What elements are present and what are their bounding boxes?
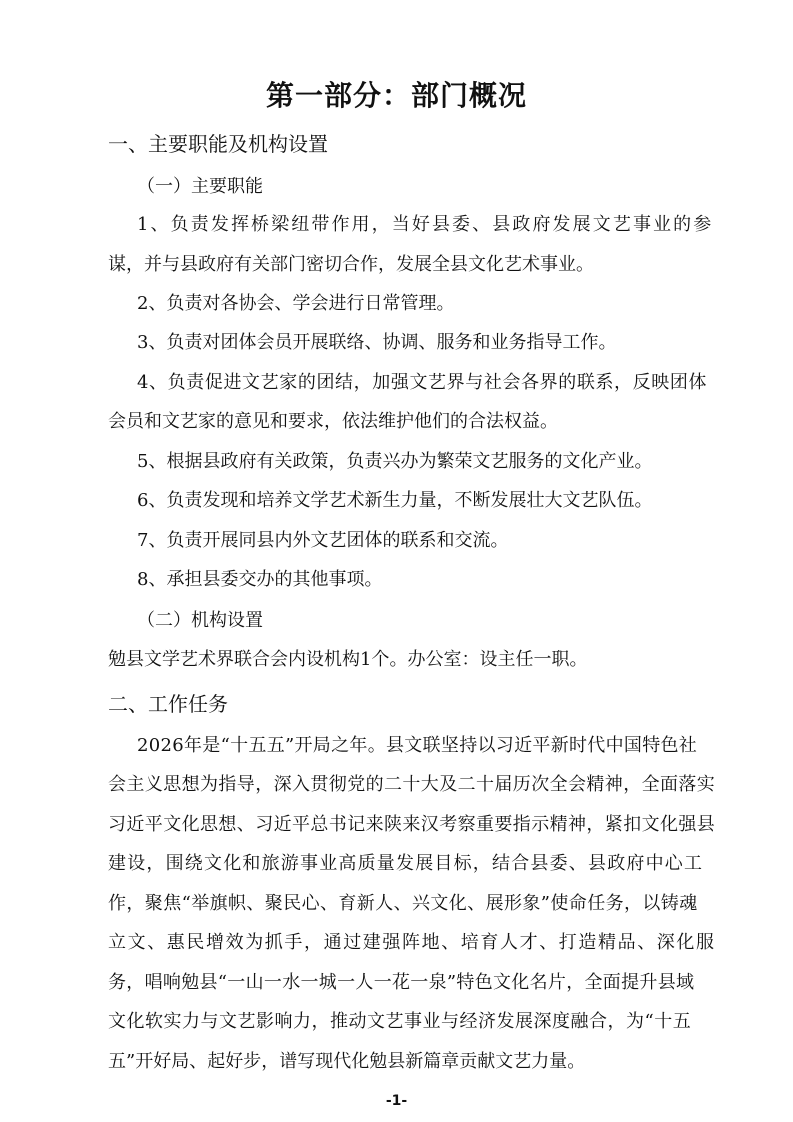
task-line-7: 务，唱响勉县“一山一水一城一人一花一泉”特色文化名片，全面提升县域 bbox=[108, 972, 695, 993]
task-line-3: 习近平文化思想、习近平总书记来陕来汉考察重要指示精神，紧扣文化强县 bbox=[108, 814, 716, 835]
task-line-1: 2026年是“十五五”开局之年。县文联坚持以习近平新时代中国特色社 bbox=[137, 735, 698, 756]
duty-item-3: 3、负责对团体会员开展联络、协调、服务和业务指导工作。 bbox=[137, 332, 617, 353]
page-title: 第一部分：部门概况 bbox=[265, 79, 527, 112]
task-line-4: 建设，围绕文化和旅游事业高质量发展目标，结合县委、县政府中心工 bbox=[108, 853, 704, 874]
duty-item-6: 6、负责发现和培养文学艺术新生力量，不断发展壮大文艺队伍。 bbox=[137, 490, 653, 511]
duty-item-1-line-1: 1、负责发挥桥梁纽带作用，当好县委、县政府发展文艺事业的参 bbox=[137, 214, 714, 235]
duty-item-4-line-2: 会员和文艺家的意见和要求，依法维护他们的合法权益。 bbox=[108, 411, 558, 432]
org-description: 勉县文学艺术界联合会内设机构1个。办公室：设主任一职。 bbox=[108, 649, 588, 670]
duty-item-8: 8、承担县委交办的其他事项。 bbox=[137, 569, 383, 590]
section-heading-2: 二、工作任务 bbox=[108, 692, 228, 716]
task-line-8: 文化软实力与文艺影响力，推动文艺事业与经济发展深度融合，为“十五 bbox=[108, 1011, 692, 1032]
task-line-9: 五”开好局、起好步，谱写现代化勉县新篇章贡献文艺力量。 bbox=[108, 1051, 586, 1072]
page-number: -1- bbox=[385, 1093, 408, 1109]
duty-item-2: 2、负责对各协会、学会进行日常管理。 bbox=[137, 293, 455, 314]
duty-item-7: 7、负责开展同县内外文艺团体的联系和交流。 bbox=[137, 530, 509, 551]
duty-item-1-line-2: 谋，并与县政府有关部门密切合作，发展全县文化艺术事业。 bbox=[108, 254, 594, 275]
task-line-6: 立文、惠民增效为抓手，通过建强阵地、培育人才、打造精品、深化服 bbox=[108, 932, 716, 953]
task-line-5: 作，聚焦“举旗帜、聚民心、育新人、兴文化、展形象”使命任务，以铸魂 bbox=[108, 893, 698, 914]
section-heading-1: 一、主要职能及机构设置 bbox=[108, 132, 328, 156]
duty-item-4-line-1: 4、负责促进文艺家的团结，加强文艺界与社会各界的联系，反映团体 bbox=[137, 372, 708, 393]
subsection-heading-org: （二）机构设置 bbox=[137, 610, 263, 631]
subsection-heading-duties: （一）主要职能 bbox=[137, 176, 263, 197]
duty-item-5: 5、根据县政府有关政策，负责兴办为繁荣文艺服务的文化产业。 bbox=[137, 451, 653, 472]
task-line-2: 会主义思想为指导，深入贯彻党的二十大及二十届历次全会精神，全面落实 bbox=[108, 774, 716, 795]
